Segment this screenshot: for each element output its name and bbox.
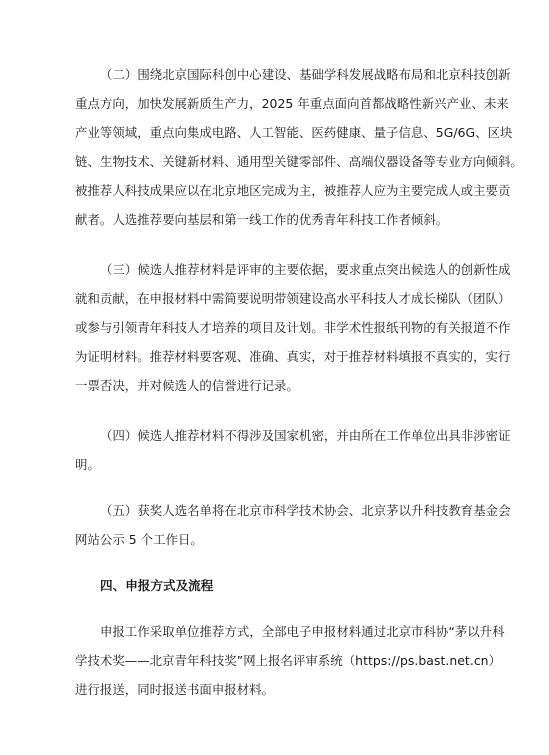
text-line: 被推荐人科技成果应以在北京地区完成为主，被推荐人应为主要完成人或主要贡: [75, 183, 511, 198]
text-line: 为证明材料。推荐材料要客观、准确、真实，对于推荐材料填报不真实的，实行: [75, 349, 511, 364]
text-line: 链、生物技术、关键新材料、通用型关键零部件、高端仪器设备等专业方向倾斜。: [75, 154, 523, 169]
text-line: 进行报送，同时报送书面申报材料。: [75, 682, 275, 697]
text-line: 一票否决，并对候选人的信誉进行记录。: [75, 378, 299, 393]
text-line: 就和贡献，在申报材料中需简要说明带领建设高水平科技人才成长梯队（团队）: [75, 291, 511, 306]
text-line: 重点方向，加快发展新质生产力，2025 年重点面向首都战略性新兴产业、未来: [75, 96, 509, 111]
text-line: 网站公示 5 个工作日。: [75, 532, 203, 547]
text-line: 产业等领域，重点向集成电路、人工智能、医药健康、量子信息、5G/6G、区块: [75, 125, 513, 140]
text-line: （三）候选人推荐材料是评审的主要依据，要求重点突出候选人的创新性成: [100, 262, 511, 277]
text-line: 学技术奖——北京青年科技奖”网上报名评审系统（https://ps.bast.net.cn）: [75, 653, 502, 668]
text-line: （五）获奖人选名单将在北京市科学技术协会、北京茅以升科技教育基金会: [100, 503, 511, 518]
section-heading: 四、申报方式及流程: [100, 578, 214, 593]
text-line: （二）围绕北京国际科创中心建设、基础学科发展战略布局和北京科技创新: [100, 67, 511, 82]
text-line: 或参与引领青年科技人才培养的项目及计划。非学术性报纸刊物的有关报道不作: [75, 320, 511, 335]
text-line: 献者。人选推荐要向基层和第一线工作的优秀青年科技工作者倾斜。: [75, 212, 449, 227]
text-line: （四）候选人推荐材料不得涉及国家机密，并由所在工作单位出具非涉密证: [100, 428, 511, 443]
text-line: 明。: [75, 457, 100, 472]
text-line: 申报工作采取单位推荐方式，全部电子申报材料通过北京市科协“茅以升科: [100, 624, 505, 639]
